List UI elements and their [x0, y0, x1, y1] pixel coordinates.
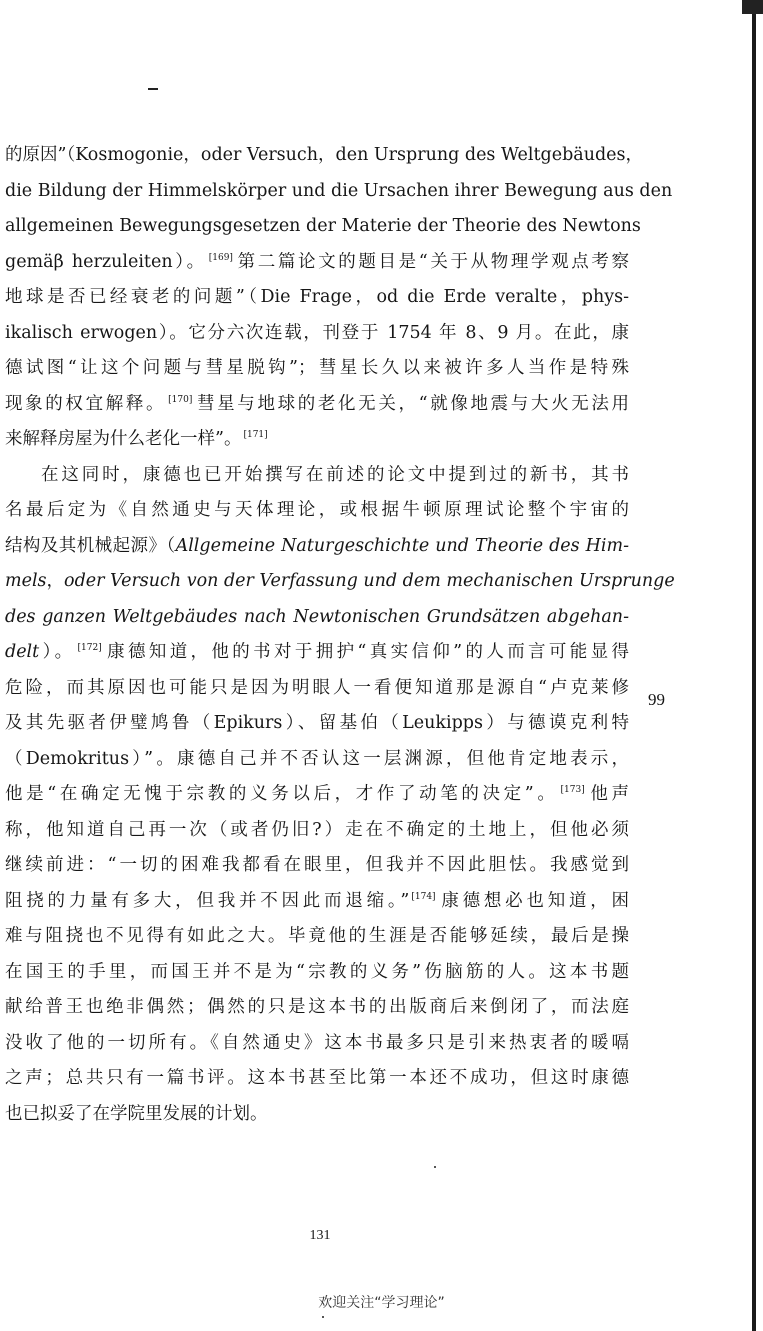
text-line: 之声；总共只有一篇书评。这本书甚至比第一本还不成功，但这时康德: [5, 1068, 629, 1088]
text-run: ，: [46, 571, 65, 591]
text-line: 难与阻挠也不见得有如此之大。毕竟他的生涯是否能够延续，最后是操: [5, 926, 629, 946]
text-line: [5, 635, 629, 671]
text-line: 称，他知道自己再一次（或者仍旧?）走在不确定的土地上，但他必须: [5, 819, 629, 840]
text-run: gemäβ herzuleiten）。: [5, 251, 207, 272]
text-line: 继续前进：“一切的困难我都看在眼里，但我并不因此胆怯。我感觉到: [5, 855, 629, 875]
text-line: 的原因”（Kosmogonie，oder Versuch，den Ursprung des Weltgebäudes，: [5, 145, 644, 165]
footer-note: 欢迎关注“学习理论”: [318, 1295, 445, 1311]
text-run: 结构及其机械起源》（: [5, 535, 176, 556]
footnote-ref: [173]: [560, 785, 585, 796]
text-line: 德试图“让这个问题与彗星脱钩”；彗星长久以来被许多人当作是特殊: [5, 358, 629, 378]
scan-mark: [148, 88, 158, 90]
text-line: die Bildung der Himmelskörper und die Ursachen ihrer Bewegung aus den: [5, 180, 673, 201]
footnote-ref: [170]: [168, 394, 193, 405]
page-edge-corner: [742, 0, 763, 14]
footnote-ref: [169]: [208, 252, 233, 263]
text-line: （Demokritus）”。康德自己并不否认这一层渊源，但他肯定地表示，: [5, 748, 629, 769]
text-line: 献给普王也绝非偶然；偶然的只是这本书的出版商后来倒闭了，而法庭: [5, 997, 629, 1017]
text-line: [5, 564, 675, 600]
text-line: [5, 884, 629, 920]
text-line: 名最后定为《自然通史与天体理论，或根据牛顿原理试论整个宇宙的: [5, 500, 629, 520]
italic-title: oder Versuch von der Verfassung und dem mechanischen Ursprunge: [64, 571, 675, 591]
italic-title: delt: [5, 642, 40, 662]
text-line: [5, 777, 629, 813]
text-line: 在国王的手里，而国王并不是为“宗教的义务”伤脑筋的人。这本书题: [5, 961, 629, 982]
text-run: 康德想必也知道，困: [437, 890, 630, 911]
text-run: 他是“在确定无愧于宗教的义务以后，才作了动笔的决定”。: [5, 784, 559, 804]
text-line: [5, 387, 629, 423]
footnote-ref: [174]: [411, 891, 436, 902]
footnote-ref: [171]: [243, 430, 268, 441]
text-line: allgemeinen Bewegungsgesetzen der Materie der Theorie des Newtons: [5, 216, 641, 236]
text-run: ）。: [39, 642, 76, 662]
italic-title: Allgemeine Naturgeschichte und Theorie des Him-: [175, 535, 629, 556]
text-run: 第二篇论文的题目是“关于从物理学观点考察: [234, 251, 629, 272]
italic-title: mels: [5, 571, 47, 591]
text-run: 来解释房屋为什么老化一样”。: [5, 429, 242, 449]
scan-speck: [322, 1316, 324, 1318]
margin-page-number: 99: [648, 690, 665, 709]
text-line: 危险，而其原因也可能只是因为明眼人一看便知道那是源自“卢克莱修: [5, 677, 629, 698]
text-run: 阻挠的力量有多大，但我并不因此而退缩。”: [5, 890, 410, 911]
text-run: 彗星与地球的老化无关，“就像地震与大火无法用: [194, 393, 630, 414]
text-line: ikalisch erwogen）。它分六次连载，刊登于 1754 年 8、9 月。在此，康: [5, 322, 629, 343]
page-number: 131: [309, 1228, 331, 1243]
text-run: 康德知道，他的书对于拥护“真实信仰”的人而言可能显得: [103, 642, 629, 662]
text-line: 没收了他的一切所有。《自然通史》这本书最多只是引来热衷者的暖嗝: [5, 1032, 629, 1053]
text-run: 他声: [586, 784, 629, 804]
text-line: 及其先驱者伊璧鸠鲁（Epikurs）、留基伯（Leukipps）与德谟克利特: [5, 713, 629, 733]
text-line: 在这同时，康德也已开始撰写在前述的论文中提到过的新书，其书: [41, 464, 629, 485]
text-line: 也已拟妥了在学院里发展的计划。: [5, 1103, 268, 1124]
text-line: [5, 245, 629, 281]
text-run: 现象的权宜解释。: [5, 393, 167, 414]
text-line: [5, 422, 629, 458]
text-line: des ganzen Weltgebäudes nach Newtonischen Grundsätzen abgehan-: [5, 606, 629, 627]
text-line: [5, 529, 629, 565]
text-line: 地球是否已经衰老的问题”（Die Frage，od die Erde veralte，phys-: [5, 287, 629, 307]
page-edge-shadow: [752, 0, 756, 1331]
footnote-ref: [172]: [77, 643, 102, 654]
scan-speck: [434, 1166, 436, 1168]
